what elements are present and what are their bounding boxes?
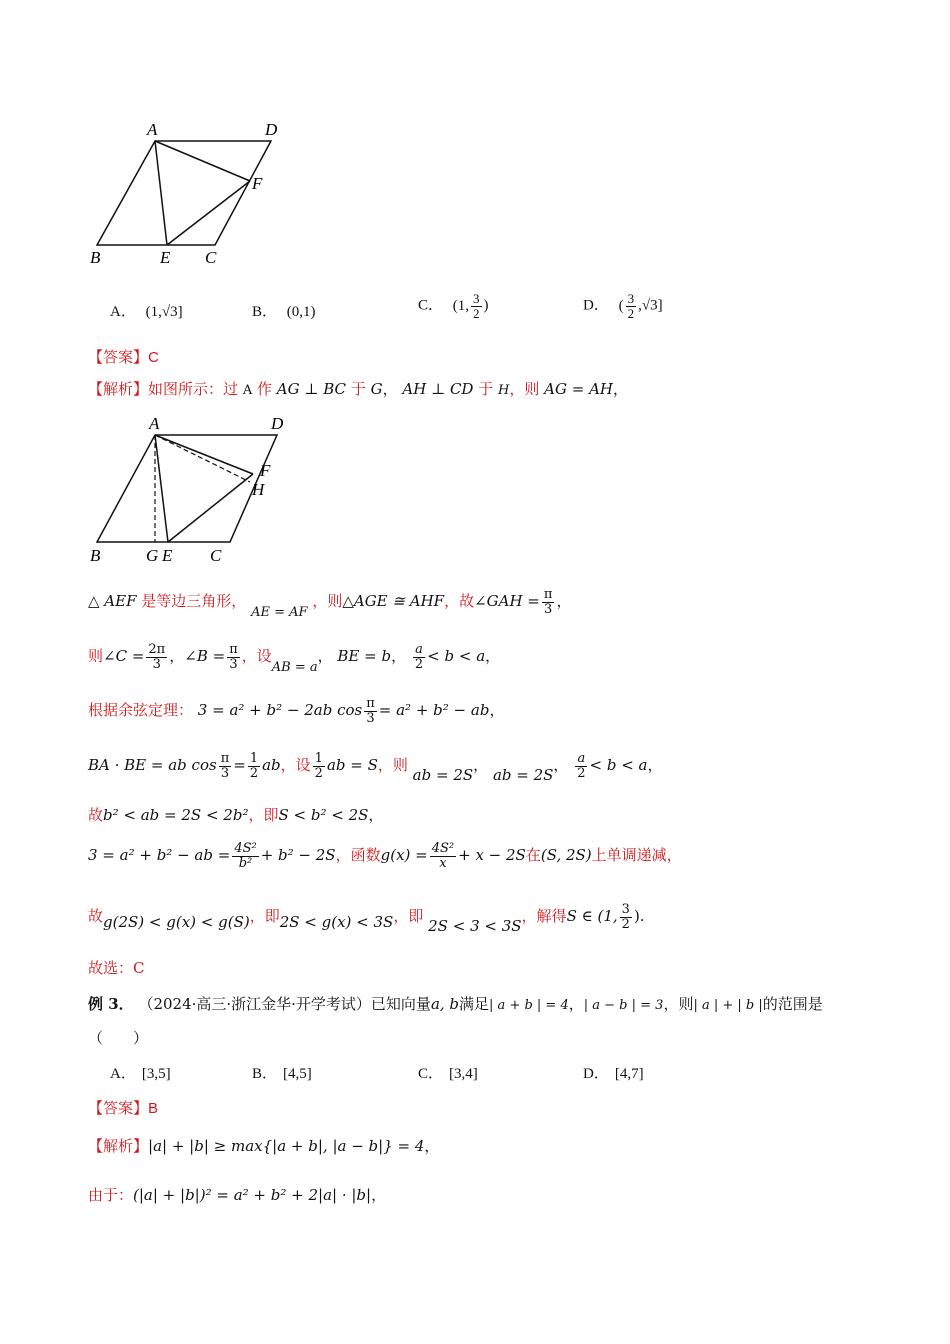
label-D: D	[271, 414, 284, 433]
option-b-value: (0,1)	[286, 304, 316, 320]
figure-parallelogram-1	[85, 115, 295, 275]
text: ，即	[248, 806, 279, 824]
math: =	[233, 756, 246, 775]
q3-option-d[interactable]	[583, 1062, 644, 1083]
option-c[interactable]	[418, 292, 489, 320]
text: 故	[88, 806, 104, 824]
figure-parallelogram-2	[85, 410, 300, 570]
math: ab = S	[326, 756, 378, 775]
point-h: H	[498, 383, 510, 398]
answer-value: C	[148, 349, 159, 366]
math-equal: AG = AH	[544, 380, 614, 398]
option-letter: C．	[418, 1066, 444, 1082]
option-d-letter: D．	[583, 297, 609, 314]
frac-den: x	[439, 855, 447, 871]
q2-answer	[88, 346, 159, 367]
derivation-line-7	[88, 902, 645, 936]
q3-option-b[interactable]	[252, 1062, 312, 1083]
question-text: ，则	[663, 995, 694, 1013]
comma: ，	[473, 756, 489, 775]
text: ，设	[280, 756, 311, 775]
math: | a − b | = 3	[583, 998, 664, 1013]
frac-den: 2	[314, 765, 323, 781]
label-F: F	[252, 174, 263, 193]
math: (S, 2S)	[540, 846, 592, 865]
question-text: 满足	[459, 995, 490, 1013]
text: 由于：	[88, 1186, 134, 1204]
option-value: [4,7]	[614, 1066, 644, 1082]
math: |a| + |b| ≥ max{|a + b|, |a − b|} = 4	[148, 1137, 425, 1155]
analysis-text: 于	[478, 380, 494, 398]
question-text: 的范围是	[762, 995, 823, 1013]
option-b[interactable]	[252, 300, 316, 321]
math: a, b	[430, 995, 460, 1013]
math: ∠GAH =	[474, 592, 540, 611]
final-choice-text: 故选：C	[88, 959, 145, 977]
math: 2S < g(x) < 3S	[279, 913, 394, 932]
option-value: [3,5]	[141, 1066, 171, 1082]
comma: ，	[556, 592, 572, 611]
frac-num: π	[220, 751, 230, 766]
math: + x − 2S	[458, 846, 526, 865]
option-c-frac-num: 3	[473, 291, 480, 306]
q3-answer	[88, 1097, 158, 1118]
frac-num: a	[415, 642, 423, 657]
option-c-value-pre: (1,	[452, 297, 470, 314]
math: BE = b	[337, 647, 392, 666]
math: 2S < 3 < 3S	[428, 917, 522, 936]
label-C: C	[205, 248, 217, 267]
text: 故	[88, 907, 104, 926]
comma: ，	[382, 380, 398, 398]
text: 在	[525, 846, 541, 865]
option-c-frac-den: 2	[473, 305, 480, 321]
answer-value: B	[148, 1100, 159, 1117]
derivation-line-5	[88, 804, 383, 825]
math: BA · BE = ab cos	[88, 756, 217, 775]
math: + b² − 2S	[260, 846, 336, 865]
frac-num: π	[543, 587, 553, 602]
label-C: C	[210, 546, 222, 565]
frac-den: b²	[238, 855, 253, 871]
frac-num: 1	[314, 751, 323, 766]
comma: ，	[489, 701, 505, 720]
comma: ，	[391, 647, 407, 666]
frac-num: 2π	[148, 642, 166, 657]
frac-den: 3	[220, 765, 230, 781]
math: = a² + b² − ab	[378, 701, 490, 720]
math: ).	[633, 907, 645, 926]
comma: ，	[368, 806, 384, 824]
math: AB = a	[271, 660, 318, 676]
analysis-text: 于	[350, 380, 366, 398]
option-a-letter: A．	[110, 304, 136, 320]
text: 上单调递减，	[591, 846, 682, 865]
blank-paren: （ ）	[88, 1029, 149, 1047]
analysis-tag: 【解析】	[88, 380, 149, 398]
frac-den: 3	[229, 656, 238, 672]
label-E: E	[160, 248, 171, 267]
frac-num: π	[366, 696, 375, 711]
math: | a | + | b |	[693, 998, 763, 1013]
frac-den: 2	[414, 656, 424, 672]
answer-tag: 【答案】	[88, 348, 149, 366]
analysis-tag: 【解析】	[88, 1137, 149, 1155]
option-a[interactable]	[110, 300, 183, 321]
option-d-value-pre: (	[618, 297, 624, 314]
derivation-line-2	[88, 642, 501, 676]
option-letter: D．	[583, 1066, 609, 1082]
final-choice	[88, 957, 144, 978]
label-B: B	[90, 248, 101, 267]
math: 3 = a² + b² − 2ab cos	[197, 701, 363, 720]
q3-option-c[interactable]	[418, 1062, 478, 1083]
text: ，则	[312, 592, 343, 611]
math: ab	[262, 756, 281, 775]
label-D: D	[265, 120, 278, 139]
comma: ，	[647, 756, 663, 775]
comma: ，	[613, 380, 629, 398]
option-c-letter: C．	[418, 297, 444, 314]
frac-den: 3	[152, 656, 161, 672]
option-value: [3,4]	[449, 1066, 478, 1082]
comma: ，	[371, 1186, 387, 1204]
text: ，即	[393, 907, 424, 926]
point-g: G	[370, 380, 383, 398]
q3-analysis-line-1	[88, 1135, 439, 1156]
frac-den: 2	[249, 765, 259, 781]
q3-analysis-line-2	[88, 1184, 386, 1205]
math: < b < a	[589, 756, 648, 775]
option-a-value: (1,√3]	[145, 304, 183, 320]
question-text: （2024·高三·浙江金华·开学考试）已知向量	[138, 995, 431, 1013]
label-H: H	[252, 480, 265, 499]
math: < b < a	[427, 647, 486, 666]
math: | a + b | = 4	[489, 998, 569, 1013]
point-a: A	[242, 383, 253, 398]
math: 3 = a² + b² − ab =	[88, 846, 231, 865]
frac-num: 4S²	[431, 841, 455, 856]
text: ，故	[444, 592, 475, 611]
math: △ AEF	[88, 592, 137, 611]
analysis-text: 如图所示：过	[148, 380, 239, 398]
math: ab = 2S	[412, 766, 474, 785]
label-F: F	[260, 461, 271, 480]
frac-den: 3	[366, 710, 375, 726]
text: 则	[88, 647, 104, 666]
math-perp-2: AH ⊥ CD	[402, 380, 474, 398]
math: (|a| + |b|)² = a² + b² + 2|a| · |b|	[133, 1186, 372, 1204]
label-A: A	[147, 120, 158, 139]
derivation-line-4	[88, 751, 663, 785]
math: g(x) =	[380, 846, 428, 865]
math: S < b² < 2S	[278, 806, 369, 824]
example-3-question	[88, 993, 823, 1014]
text: 根据余弦定理：	[88, 701, 194, 720]
frac-num: π	[229, 642, 238, 657]
frac-num: a	[577, 751, 586, 766]
comma: ，	[317, 647, 333, 666]
option-c-value-post: )	[483, 297, 489, 314]
derivation-line-3	[88, 697, 504, 725]
text: ，解得	[521, 907, 567, 926]
frac-den: 2	[621, 916, 630, 932]
analysis-text: ，则	[509, 380, 540, 398]
math-perp-1: AG ⊥ BC	[276, 380, 347, 398]
comma: ，	[169, 647, 185, 666]
math: S ∈ (1,	[566, 907, 618, 926]
comma: ，	[485, 647, 501, 666]
option-d-frac-den: 2	[627, 305, 635, 321]
text: ，函数	[335, 846, 381, 865]
label-B: B	[90, 546, 101, 565]
text: ，则	[377, 756, 408, 775]
math: g(2S) < g(x) < g(S)	[103, 913, 250, 932]
frac-num: 4S²	[234, 841, 257, 856]
option-d[interactable]	[583, 292, 663, 320]
analysis-text: 作	[256, 380, 272, 398]
text: ，设	[241, 647, 272, 666]
label-G: G	[146, 546, 159, 565]
q3-option-a[interactable]	[110, 1062, 171, 1083]
comma: ，	[424, 1137, 440, 1155]
label-A: A	[149, 414, 160, 433]
text: 是等边三角形，	[141, 592, 247, 611]
option-letter: A．	[110, 1066, 136, 1082]
math: b² < ab = 2S < 2b²	[103, 806, 249, 824]
option-letter: B．	[252, 1066, 278, 1082]
option-d-frac-num: 3	[627, 291, 635, 306]
frac-num: 3	[621, 902, 630, 917]
math: ab = 2S	[492, 766, 554, 785]
q2-analysis-line	[88, 378, 628, 399]
derivation-line-6	[88, 842, 682, 870]
math: AE = AF	[251, 605, 308, 621]
derivation-line-1	[88, 587, 572, 621]
frac-den: 3	[544, 601, 553, 617]
math: △AGE ≅ AHF	[342, 592, 445, 611]
text: ，即	[249, 907, 280, 926]
math: ∠B =	[184, 647, 226, 666]
frac-den: 2	[577, 765, 586, 781]
option-value: [4,5]	[283, 1066, 312, 1082]
example-label: 例 3．	[88, 995, 134, 1013]
option-d-value-post: ,√3]	[638, 297, 663, 314]
label-E: E	[162, 546, 173, 565]
answer-blank	[88, 1027, 148, 1048]
option-b-letter: B．	[252, 304, 278, 320]
answer-tag: 【答案】	[88, 1099, 149, 1117]
frac-num: 1	[249, 751, 259, 766]
comma: ，	[568, 995, 584, 1013]
math: ∠C =	[103, 647, 145, 666]
comma: ，	[553, 756, 569, 775]
